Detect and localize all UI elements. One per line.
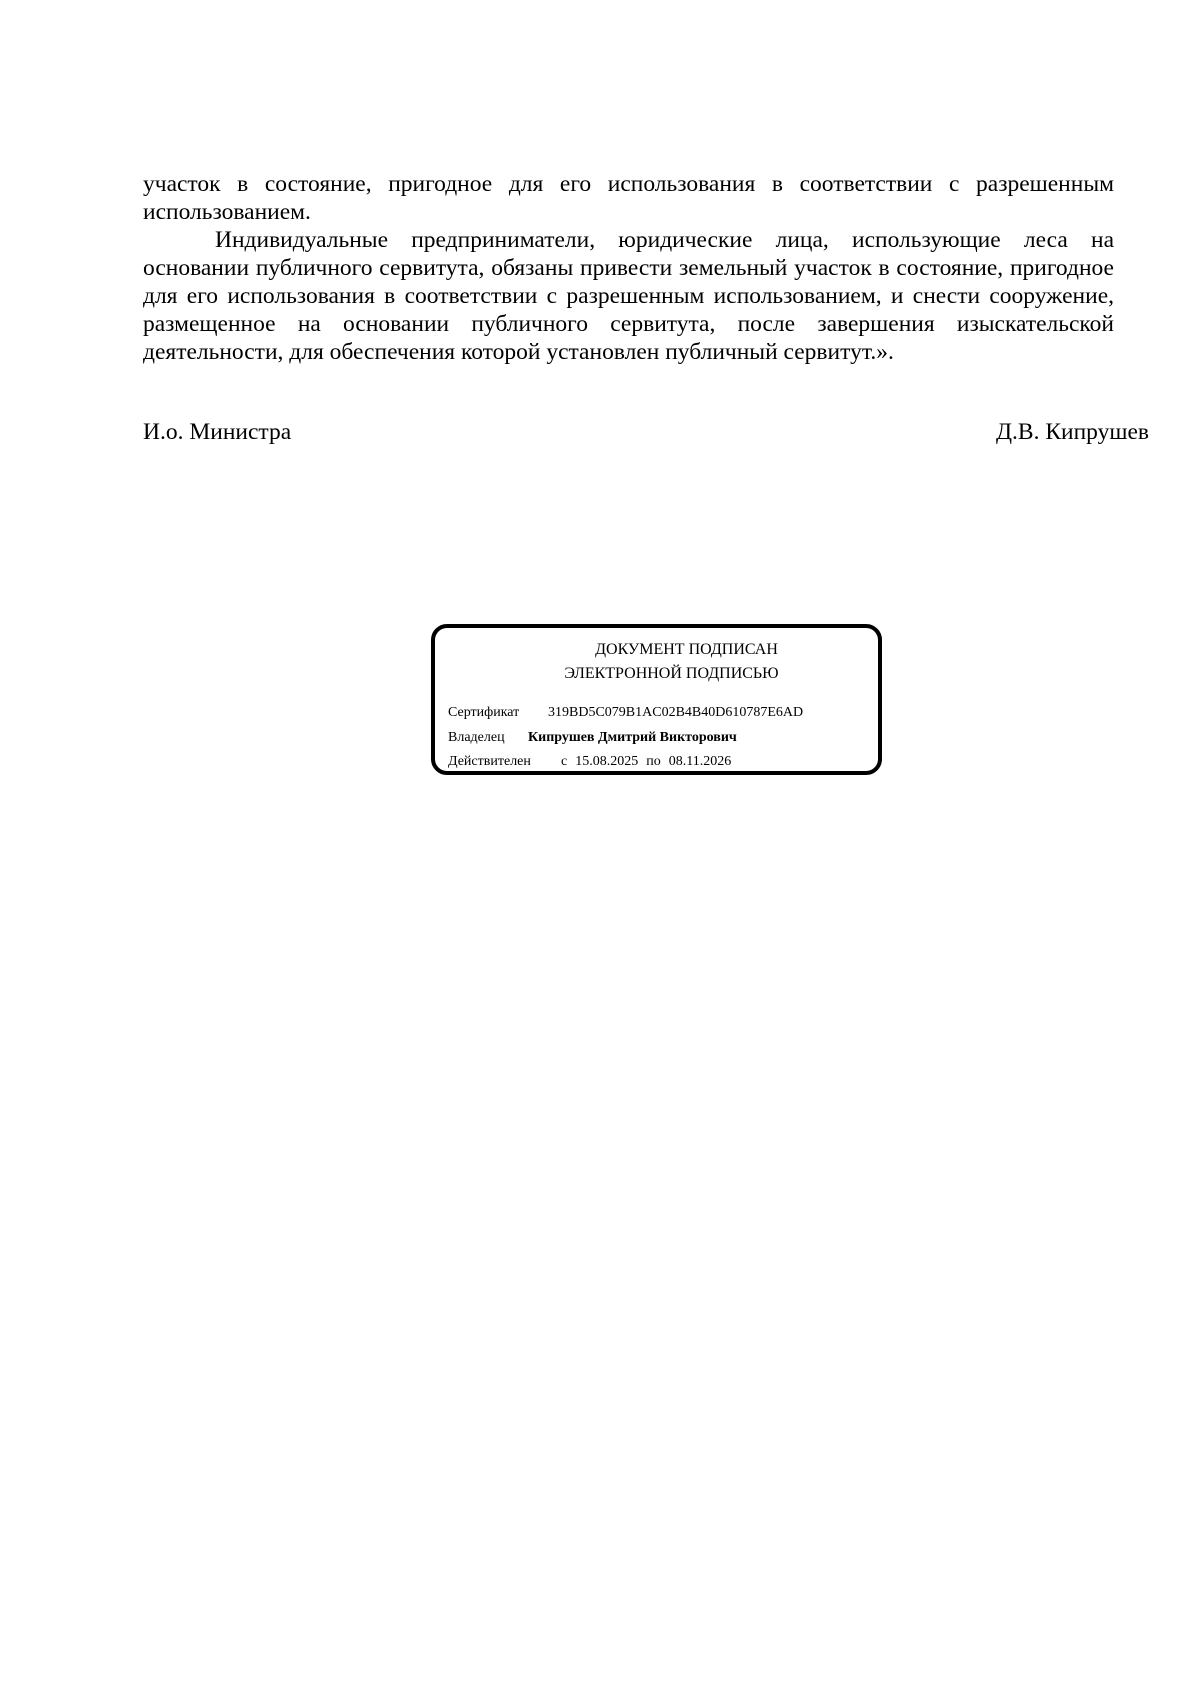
stamp-title-line1: ДОКУМЕНТ ПОДПИСАН	[595, 641, 778, 658]
paragraph-public-servitude: Индивидуальные предприниматели, юридические лица, использующие леса на основании публичного сервитута, обязаны привести земельный участок в состояние, пригодное для его использования в соответствии с разрешенным использованием, и снести сооружение, размещенное на основании публичного сервитута, после завершения изыскательской деятельности, для обеспечения которой установлен публичный сервитут.».	[143, 227, 1114, 365]
valid-from-prefix: с	[561, 754, 568, 769]
electronic-signature-stamp	[431, 624, 882, 775]
document-body	[143, 170, 1114, 366]
stamp-header	[435, 638, 878, 686]
certificate-value: 319BD5C079B1AC02B4B40D610787E6AD	[548, 705, 804, 720]
stamp-validity-row	[448, 754, 731, 770]
valid-from-date: 15.08.2025	[575, 754, 639, 769]
stamp-certificate-row	[448, 705, 803, 721]
owner-label: Владелец	[448, 730, 505, 745]
valid-label: Действителен	[448, 754, 531, 769]
valid-to-date: 08.11.2026	[668, 754, 732, 769]
stamp-owner-row	[448, 730, 737, 746]
valid-to-prefix: по	[646, 754, 661, 769]
stamp-title-line2: ЭЛЕКТРОННОЙ ПОДПИСЬЮ	[564, 665, 779, 682]
certificate-label: Сертификат	[448, 705, 520, 720]
owner-value: Кипрушев Дмитрий Викторович	[528, 730, 737, 745]
signatory-name: Д.В. Кипрушев	[996, 419, 1149, 445]
paragraph-continuation: участок в состояние, пригодное для его использования в соответствии с разрешенным использованием.	[143, 171, 1114, 225]
signature-block	[143, 418, 1149, 446]
signatory-position: И.о. Министра	[143, 419, 292, 445]
